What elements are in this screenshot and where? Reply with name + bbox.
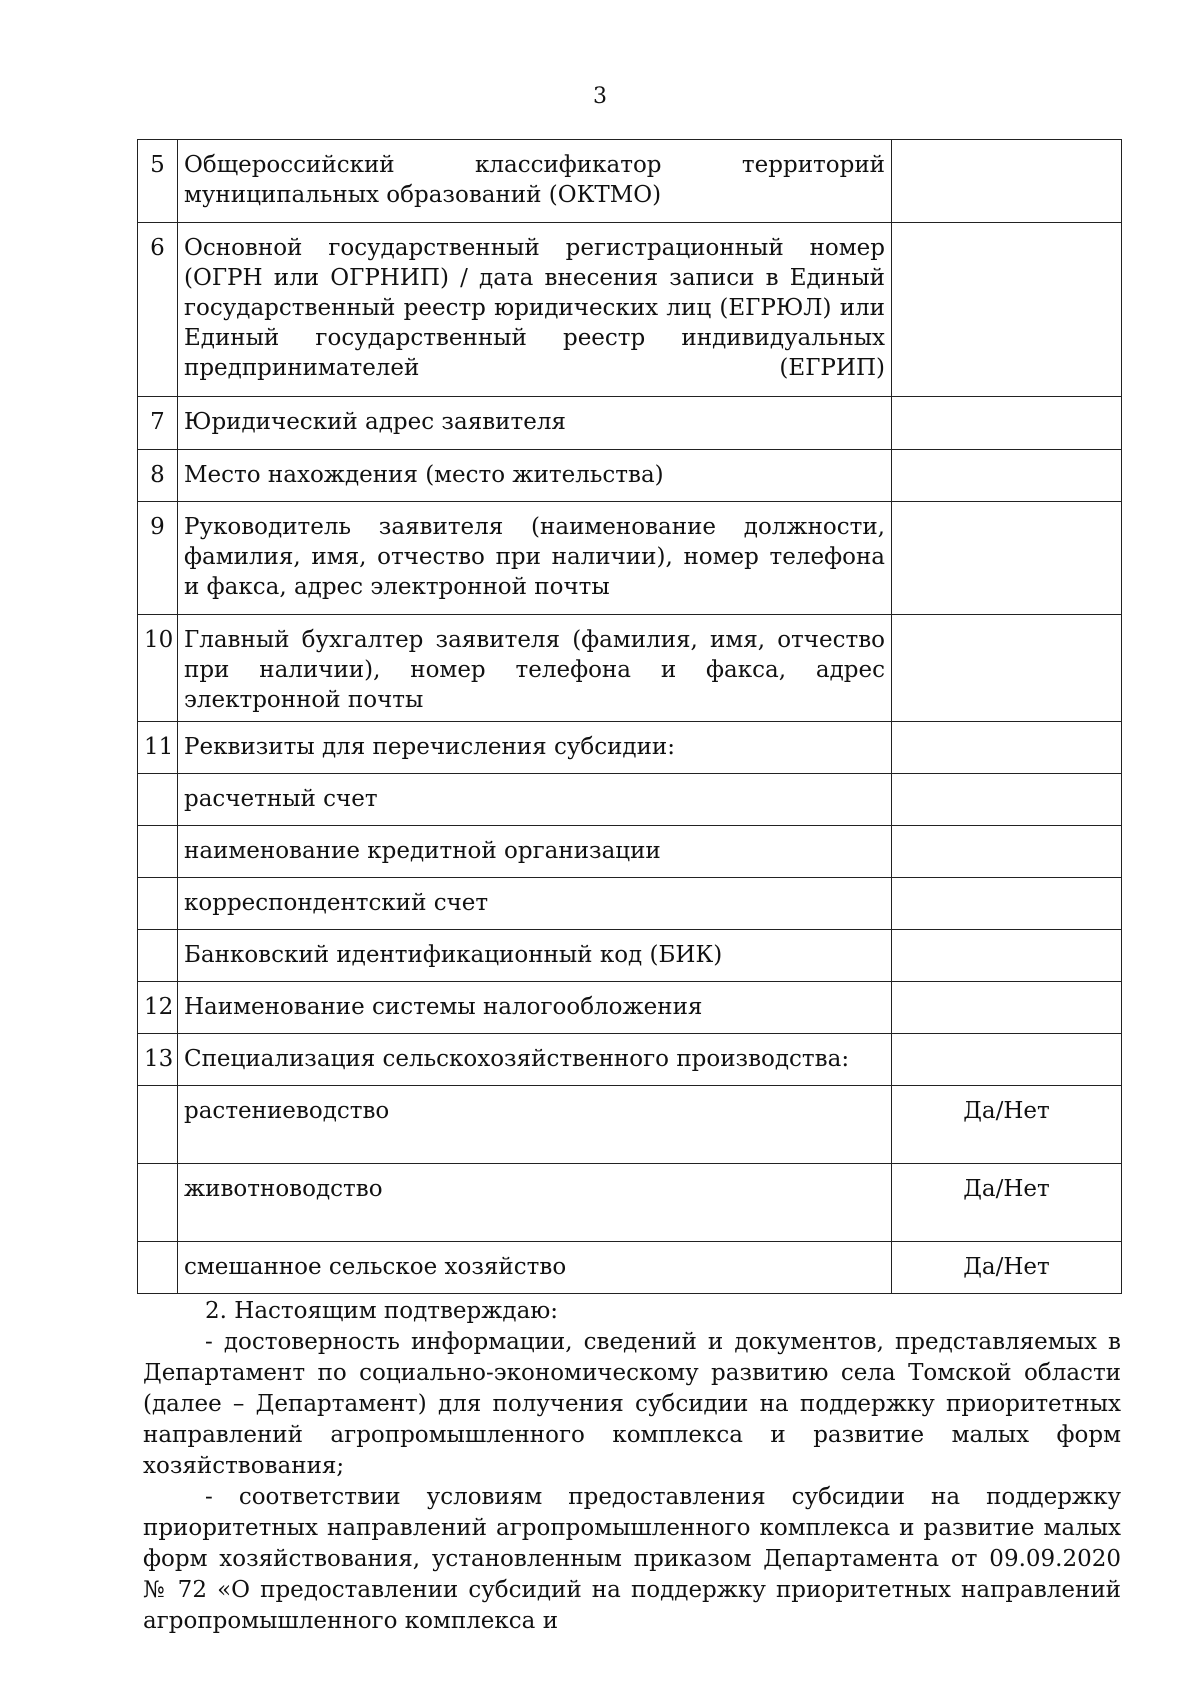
row-label: корреспондентский счет	[178, 878, 892, 930]
table-row	[138, 1164, 1122, 1242]
row-number	[138, 1086, 178, 1164]
row-number: 10	[138, 615, 178, 722]
row-label: наименование кредитной организации	[178, 826, 892, 878]
row-label: Специализация сельскохозяйственного производства:	[178, 1034, 892, 1086]
row-number: 12	[138, 982, 178, 1034]
row-number: 9	[138, 502, 178, 615]
row-label: Руководитель заявителя (наименование должности, фамилия, имя, отчество при наличии), номер телефона и факса, адрес электронной почты	[178, 502, 892, 615]
row-value[interactable]	[892, 930, 1122, 982]
table-row	[138, 1242, 1122, 1294]
row-value[interactable]	[892, 397, 1122, 450]
row-label: растениеводство	[178, 1086, 892, 1164]
table-row	[138, 615, 1122, 722]
row-label: Место нахождения (место жительства)	[178, 450, 892, 502]
row-label: Основной государственный регистрационный номер (ОГРН или ОГРНИП) / дата внесения записи в Единый государственный реестр юридических лиц (ЕГРЮЛ) или Единый государственный реестр индивидуальных предпринимателей (ЕГРИП)	[178, 223, 892, 397]
row-label: Общероссийский классификатор территорий муниципальных образований (ОКТМО)	[178, 140, 892, 223]
row-number: 5	[138, 140, 178, 223]
declaration-section	[143, 1296, 1121, 1637]
row-number	[138, 826, 178, 878]
table-row	[138, 1034, 1122, 1086]
row-label: Главный бухгалтер заявителя (фамилия, имя, отчество при наличии), номер телефона и факса, адрес электронной почты	[178, 615, 892, 722]
table-row	[138, 223, 1122, 397]
row-value[interactable]	[892, 826, 1122, 878]
row-value[interactable]	[892, 140, 1122, 223]
row-value[interactable]	[892, 722, 1122, 774]
table-row	[138, 982, 1122, 1034]
table-row	[138, 140, 1122, 223]
row-label: животноводство	[178, 1164, 892, 1242]
applicant-info-table	[137, 139, 1122, 1294]
row-value[interactable]	[892, 982, 1122, 1034]
row-value[interactable]: Да/Нет	[892, 1086, 1122, 1164]
table-row	[138, 930, 1122, 982]
row-value[interactable]	[892, 615, 1122, 722]
row-value[interactable]	[892, 1034, 1122, 1086]
row-number: 13	[138, 1034, 178, 1086]
declaration-paragraph: - достоверность информации, сведений и документов, представляемых в Департамент по социально-экономическому развитию села Томской области (далее – Департамент) для получения субсидии на поддержку приоритетных направлений агропромышленного комплекса и развитие малых форм хозяйствования;	[143, 1329, 1121, 1479]
row-value[interactable]: Да/Нет	[892, 1242, 1122, 1294]
row-value[interactable]	[892, 502, 1122, 615]
row-number	[138, 1164, 178, 1242]
declaration-heading: 2. Настоящим подтверждаю:	[205, 1298, 559, 1324]
table-row	[138, 774, 1122, 826]
row-label: Реквизиты для перечисления субсидии:	[178, 722, 892, 774]
row-value[interactable]	[892, 774, 1122, 826]
table-row	[138, 1086, 1122, 1164]
row-label: смешанное сельское хозяйство	[178, 1242, 892, 1294]
table-row	[138, 722, 1122, 774]
row-value[interactable]	[892, 878, 1122, 930]
row-value[interactable]	[892, 450, 1122, 502]
row-number: 6	[138, 223, 178, 397]
row-label: Наименование системы налогообложения	[178, 982, 892, 1034]
row-number	[138, 878, 178, 930]
table-row	[138, 826, 1122, 878]
row-label: Юридический адрес заявителя	[178, 397, 892, 450]
row-number: 7	[138, 397, 178, 450]
declaration-paragraph: - соответствии условиям предоставления субсидии на поддержку приоритетных направлений агропромышленного комплекса и развитие малых форм хозяйствования, установленным приказом Департамента от 09.09.2020 № 72 «О предоставлении субсидий на поддержку приоритетных направлений агропромышленного комплекса и	[143, 1484, 1121, 1634]
table-row	[138, 450, 1122, 502]
row-value[interactable]	[892, 223, 1122, 397]
table-row	[138, 502, 1122, 615]
row-label: расчетный счет	[178, 774, 892, 826]
table-row	[138, 878, 1122, 930]
row-number	[138, 930, 178, 982]
row-value[interactable]: Да/Нет	[892, 1164, 1122, 1242]
row-label: Банковский идентификационный код (БИК)	[178, 930, 892, 982]
row-number	[138, 774, 178, 826]
page-number: 3	[593, 84, 607, 109]
row-number: 11	[138, 722, 178, 774]
row-number: 8	[138, 450, 178, 502]
table-row	[138, 397, 1122, 450]
row-number	[138, 1242, 178, 1294]
